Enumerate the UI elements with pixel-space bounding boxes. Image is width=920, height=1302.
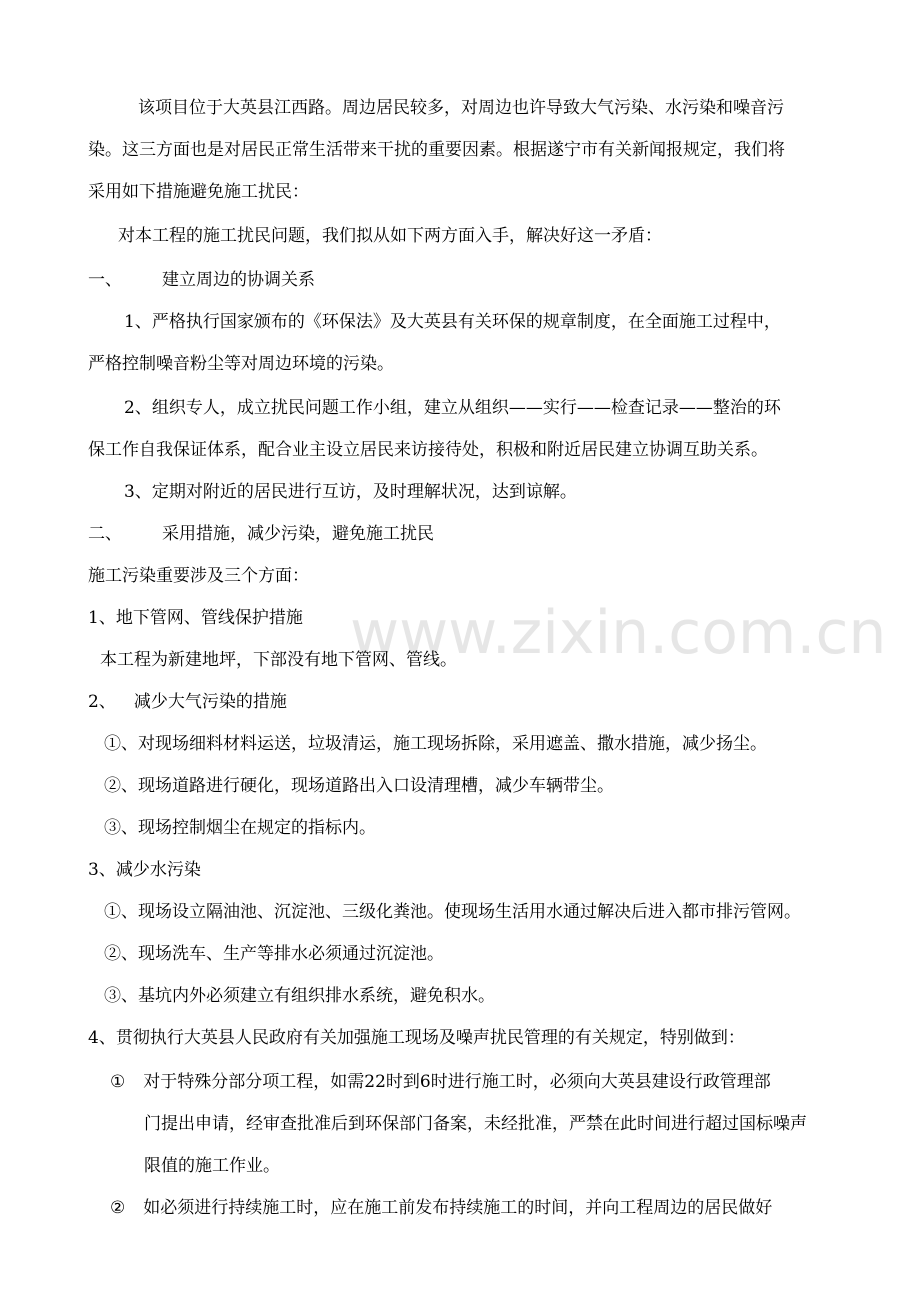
paragraph-line: 严格控制噪音粉尘等对周边环境的污染。	[88, 354, 394, 374]
list-item-continuation: 限值的施工作业。	[144, 1156, 280, 1176]
list-item-continuation: 门提出申请，经审查批准后到环保部门备案，未经批准，严禁在此时间进行超过国标噪声	[144, 1114, 807, 1134]
section-number: 二、	[88, 524, 122, 544]
watermark: www.zixin.com.cn	[350, 598, 887, 668]
list-item: ③、基坑内外必须建立有组织排水系统，避免积水。	[104, 986, 495, 1006]
section-heading	[88, 522, 434, 546]
list-item: ②、现场洗车、生产等排水必须通过沉淀池。	[104, 944, 444, 964]
list-item: ①、现场设立隔油池、沉淀池、三级化粪池。使现场生活用水通过解决后进入都市排污管网。	[104, 902, 801, 922]
section-title: 建立周边的协调关系	[162, 270, 315, 290]
section-number: 一、	[88, 270, 122, 290]
subsection-heading: 3、减少水污染	[88, 860, 201, 880]
subsection-title: 减少大气污染的措施	[133, 692, 287, 712]
paragraph-line: 对本工程的施工扰民问题，我们拟从如下两方面入手，解决好这一矛盾：	[118, 226, 662, 246]
list-item-text: 如必须进行持续施工时，应在施工前发布持续施工的时间，并向工程周边的居民做好	[143, 1198, 773, 1218]
paragraph-line: 1、地下管网、管线保护措施	[88, 608, 303, 628]
subsection-number: 2、	[88, 692, 116, 712]
subsection-heading	[88, 690, 287, 714]
list-item: ③、现场控制烟尘在规定的指标内。	[104, 818, 376, 838]
list-item: ②、现场道路进行硬化，现场道路出入口设清理槽，减少车辆带尘。	[104, 776, 614, 796]
section-title: 采用措施，减少污染，避免施工扰民	[162, 524, 434, 544]
list-item	[110, 1196, 772, 1220]
list-item: ①、对现场细料材料运送，垃圾清运，施工现场拆除，采用遮盖、撒水措施，减少扬尘。	[104, 734, 767, 754]
section-heading	[88, 268, 315, 292]
paragraph-line: 本工程为新建地坪，下部没有地下管网、管线。	[100, 650, 457, 670]
paragraph-line: 3、定期对附近的居民进行互访，及时理解状况，达到谅解。	[124, 482, 577, 502]
list-marker: ②	[110, 1198, 126, 1218]
list-marker: ①	[110, 1072, 126, 1092]
paragraph-line: 2、组织专人，成立扰民问题工作小组，建立从组织——实行——检查记录——整治的环	[124, 398, 781, 418]
paragraph-line: 该项目位于大英县江西路。周边居民较多，对周边也许导致大气污染、水污染和噪音污	[138, 98, 784, 118]
paragraph-line: 保工作自我保证体系，配合业主设立居民来访接待处，积极和附近居民建立协调互助关系。	[88, 440, 768, 460]
list-item	[110, 1070, 771, 1094]
paragraph-line: 施工污染重要涉及三个方面：	[88, 566, 309, 586]
paragraph-line: 1、严格执行国家颁布的《环保法》及大英县有关环保的规章制度，在全面施工过程中，	[124, 312, 781, 332]
subsection-heading: 4、贯彻执行大英县人民政府有关加强施工现场及噪声扰民管理的有关规定，特别做到：	[88, 1028, 745, 1048]
paragraph-line: 染。这三方面也是对居民正常生活带来干扰的重要因素。根据遂宁市有关新闻报规定，我们将	[88, 140, 785, 160]
list-item-text: 对于特殊分部分项工程，如需22时到6时进行施工时，必须向大英县建设行政管理部	[143, 1072, 771, 1092]
paragraph-line: 采用如下措施避免施工扰民：	[88, 182, 309, 202]
